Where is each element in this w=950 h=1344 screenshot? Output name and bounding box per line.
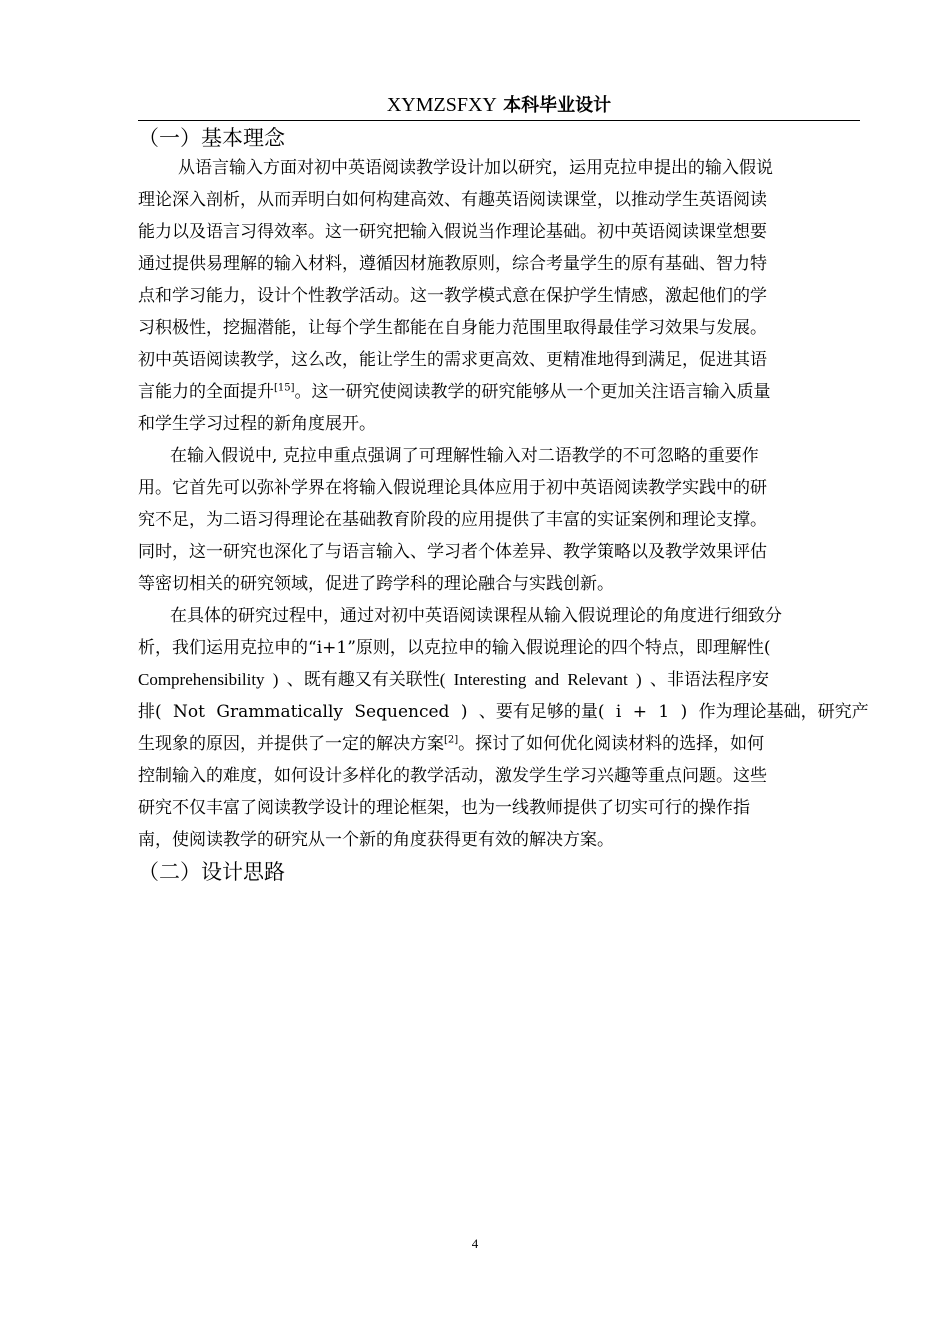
paragraph-2-line-2: 用。它首先可以弥补学界在将输入假说理论具体应用于初中英语阅读教学实践中的研 bbox=[138, 478, 767, 498]
paragraph-3-line-8: 南，使阅读教学的研究从一个新的角度获得更有效的解决方案。 bbox=[138, 830, 614, 850]
paragraph-3-line-3: Comprehensibility ) 、既有趣又有关联性( Interesting and Relevant ) 、非语法程序安 bbox=[138, 670, 769, 689]
line-8-text-before: 言能力的全面提升 bbox=[138, 382, 274, 402]
paragraph-3-line-1: 在具体的研究过程中，通过对初中英语阅读课程从输入假说理论的角度进行细致分 bbox=[170, 606, 782, 626]
header-title: 本科毕业设计 bbox=[496, 95, 612, 116]
paragraph-2-line-4: 同时，这一研究也深化了与语言输入、学习者个体差异、教学策略以及教学效果评估 bbox=[138, 542, 767, 562]
paragraph-2-line-3: 究不足，为二语习得理论在基础教育阶段的应用提供了丰富的实证案例和理论支撑。 bbox=[138, 510, 767, 530]
line-8-text-after: 。这一研究使阅读教学的研究能够从一个更加关注语言输入质量 bbox=[294, 382, 771, 402]
paragraph-3 bbox=[138, 600, 869, 856]
paragraph-1-line-2: 理论深入剖析，从而弄明白如何构建高效、有趣英语阅读课堂，以推动学生英语阅读 bbox=[138, 190, 767, 210]
section-heading-design-ideas: （二）设计思路 bbox=[138, 860, 285, 884]
paragraph-1-line-1: 从语言输入方面对初中英语阅读教学设计加以研究，运用克拉申提出的输入假说 bbox=[178, 158, 773, 178]
paragraph-3-line-4: 排( Not Grammatically Sequenced ) 、要有足够的量( i + 1 ) 作为理论基础，研究产 bbox=[138, 702, 869, 722]
paragraph-3-line-7: 研究不仅丰富了阅读教学设计的理论框架，也为一线教师提供了切实可行的操作指 bbox=[138, 798, 750, 818]
paragraph-3-line-2: 析，我们运用克拉申的“i+1”原则，以克拉申的输入假说理论的四个特点，即理解性( bbox=[138, 638, 771, 658]
paragraph-1-line-9: 和学生学习过程的新角度展开。 bbox=[138, 414, 376, 434]
paragraph-2-line-5: 等密切相关的研究领域，促进了跨学科的理论融合与实践创新。 bbox=[138, 574, 614, 594]
paragraph-1-line-5: 点和学习能力，设计个性教学活动。这一教学模式意在保护学生情感，激起他们的学 bbox=[138, 286, 767, 306]
page-header bbox=[138, 92, 860, 121]
paragraph-1 bbox=[138, 152, 850, 440]
citation-15: [15] bbox=[274, 382, 295, 394]
section-heading-basic-concept: （一）基本理念 bbox=[138, 126, 285, 150]
paragraph-1-line-4: 通过提供易理解的输入材料，遵循因材施教原则，综合考量学生的原有基础、智力特 bbox=[138, 254, 767, 274]
paragraph-1-line-3: 能力以及语言习得效率。这一研究把输入假说当作理论基础。初中英语阅读课堂想要 bbox=[138, 222, 767, 242]
paragraph-1-line-8 bbox=[138, 376, 850, 408]
page-number: 4 bbox=[471, 1236, 479, 1251]
citation-2: [2] bbox=[444, 734, 459, 746]
line-5-text-after: 。探讨了如何优化阅读材料的选择，如何 bbox=[458, 734, 765, 754]
paragraph-1-line-7: 初中英语阅读教学，这么改，能让学生的需求更高效、更精准地得到满足，促进其语 bbox=[138, 350, 767, 370]
paragraph-1-line-6: 习积极性，挖掘潜能，让每个学生都能在自身能力范围里取得最佳学习效果与发展。 bbox=[138, 318, 767, 338]
paragraph-2-line-1: 在输入假说中, 克拉申重点强调了可理解性输入对二语教学的不可忽略的重要作 bbox=[170, 446, 759, 466]
line-5-text-before: 生现象的原因，并提供了一定的解决方案 bbox=[138, 734, 444, 754]
paragraph-3-line-5 bbox=[138, 728, 850, 760]
paragraph-2 bbox=[138, 440, 850, 600]
paragraph-3-line-6: 控制输入的难度，如何设计多样化的教学活动，激发学生学习兴趣等重点问题。这些 bbox=[138, 766, 767, 786]
header-school-code: XYMZSFXY bbox=[386, 94, 497, 116]
